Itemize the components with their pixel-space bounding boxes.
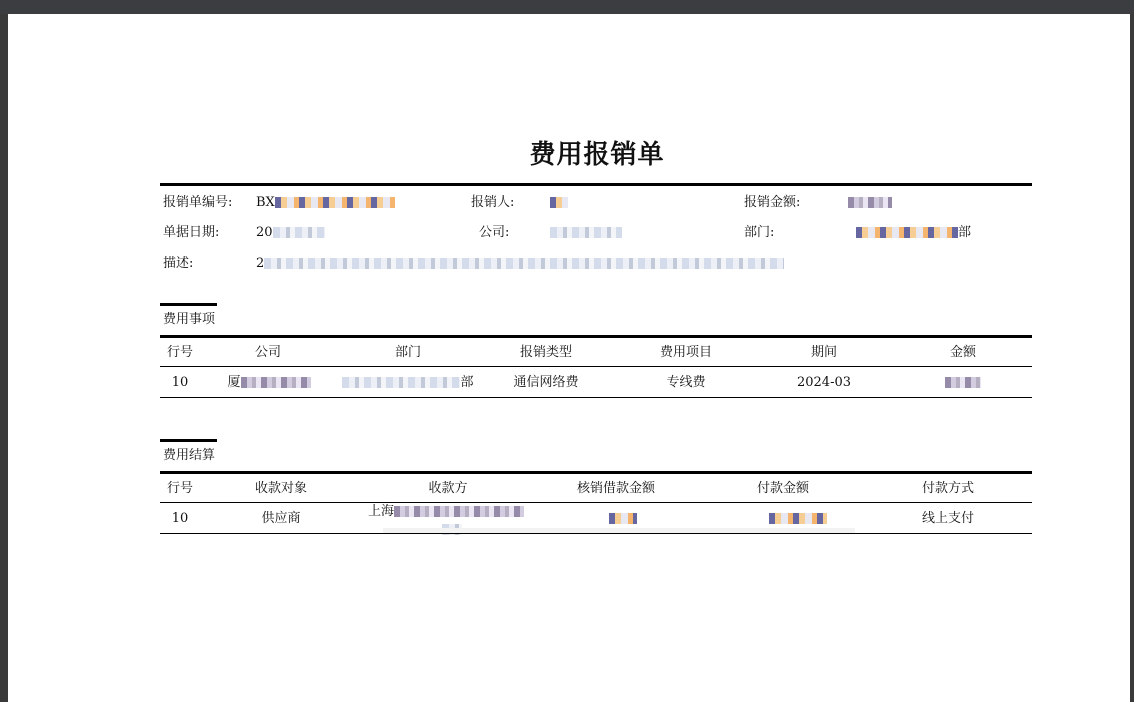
- settlement-col-line: 行号: [166, 481, 193, 496]
- settlement-table-bottom-rule: [160, 533, 1032, 534]
- number-value: [256, 195, 395, 211]
- description-value: [256, 256, 784, 272]
- redacted-writeoff-amount: [609, 513, 637, 524]
- redacted-payment-amount: [769, 513, 827, 524]
- reporter-label: 报销人:: [471, 195, 515, 210]
- department-value: [856, 225, 971, 241]
- date-prefix: 20: [256, 225, 273, 240]
- settlement-col-writeoff: 核销借款金额: [576, 481, 655, 496]
- expense-table-top-rule: [160, 335, 1032, 338]
- expense-col-company: 公司: [254, 345, 281, 360]
- expense-row-company-prefix: 厦: [227, 375, 241, 390]
- settlement-row-payee: [368, 504, 538, 520]
- header-top-rule: [160, 183, 1032, 186]
- date-value: [256, 225, 325, 241]
- settlement-row-writeoff: [588, 511, 658, 527]
- settlement-col-payee-type: 收款对象: [254, 481, 307, 496]
- redacted-department: [856, 227, 958, 238]
- expense-col-period: 期间: [810, 345, 837, 360]
- settlement-col-payment: 付款金额: [756, 481, 809, 496]
- document-page: [8, 14, 1130, 702]
- number-label: 报销单编号:: [163, 195, 233, 210]
- expense-row-company: [226, 375, 312, 391]
- expense-row-type: 通信网络费: [513, 375, 579, 390]
- reporter-value: [550, 195, 568, 211]
- company-label: 公司:: [479, 225, 510, 240]
- expense-row-period: 2024-03: [796, 375, 852, 390]
- settlement-row-payee-prefix: 上海: [368, 504, 395, 519]
- expense-section-title: 费用事项: [163, 312, 216, 327]
- redacted-expense-department: [342, 377, 460, 388]
- redacted-number: [275, 197, 395, 208]
- department-suffix: 部: [958, 225, 972, 240]
- settlement-section-tab: [160, 439, 217, 442]
- settlement-col-payee: 收款方: [428, 481, 468, 496]
- redacted-reporter: [550, 197, 568, 208]
- expense-col-line: 行号: [166, 345, 193, 360]
- expense-row-amount: [913, 375, 1013, 391]
- expense-header-rule: [160, 366, 1032, 367]
- redacted-amount: [848, 197, 892, 208]
- expense-col-amount: 金额: [949, 345, 976, 360]
- company-value: [550, 225, 622, 241]
- redacted-expense-amount: [945, 377, 981, 388]
- redacted-payee: [394, 506, 524, 517]
- settlement-section-title: 费用结算: [163, 448, 216, 463]
- description-label: 描述:: [163, 256, 194, 271]
- expense-col-type: 报销类型: [519, 345, 572, 360]
- expense-section-tab: [160, 303, 217, 306]
- settlement-col-method: 付款方式: [921, 481, 974, 496]
- expense-col-department: 部门: [394, 345, 421, 360]
- expense-row-department: [338, 375, 478, 391]
- redacted-company: [550, 227, 622, 238]
- expense-row-line: 10: [171, 375, 189, 390]
- redacted-description: [264, 258, 784, 269]
- department-label: 部门:: [744, 225, 775, 240]
- description-prefix: 2: [256, 256, 265, 271]
- expense-row-item: 专线费: [666, 375, 706, 390]
- settlement-row-line: 10: [171, 511, 189, 526]
- settlement-header-rule: [160, 502, 1032, 503]
- settlement-table-top-rule: [160, 471, 1032, 474]
- amount-value: [848, 195, 892, 211]
- redacted-date: [273, 227, 325, 238]
- viewer-toolbar: [0, 0, 1134, 14]
- expense-row-department-suffix: 部: [460, 375, 474, 390]
- settlement-row-payment: [748, 511, 848, 527]
- expense-table-bottom-rule: [160, 397, 1032, 398]
- redacted-expense-company: [241, 377, 311, 388]
- settlement-row-payee-type: 供应商: [261, 511, 301, 526]
- page-title: 费用报销单: [529, 140, 665, 170]
- amount-label: 报销金额:: [744, 195, 801, 210]
- expense-col-item: 费用项目: [659, 345, 712, 360]
- number-prefix: BX: [256, 195, 275, 210]
- date-label: 单据日期:: [163, 225, 220, 240]
- settlement-row-method: 线上支付: [921, 511, 974, 526]
